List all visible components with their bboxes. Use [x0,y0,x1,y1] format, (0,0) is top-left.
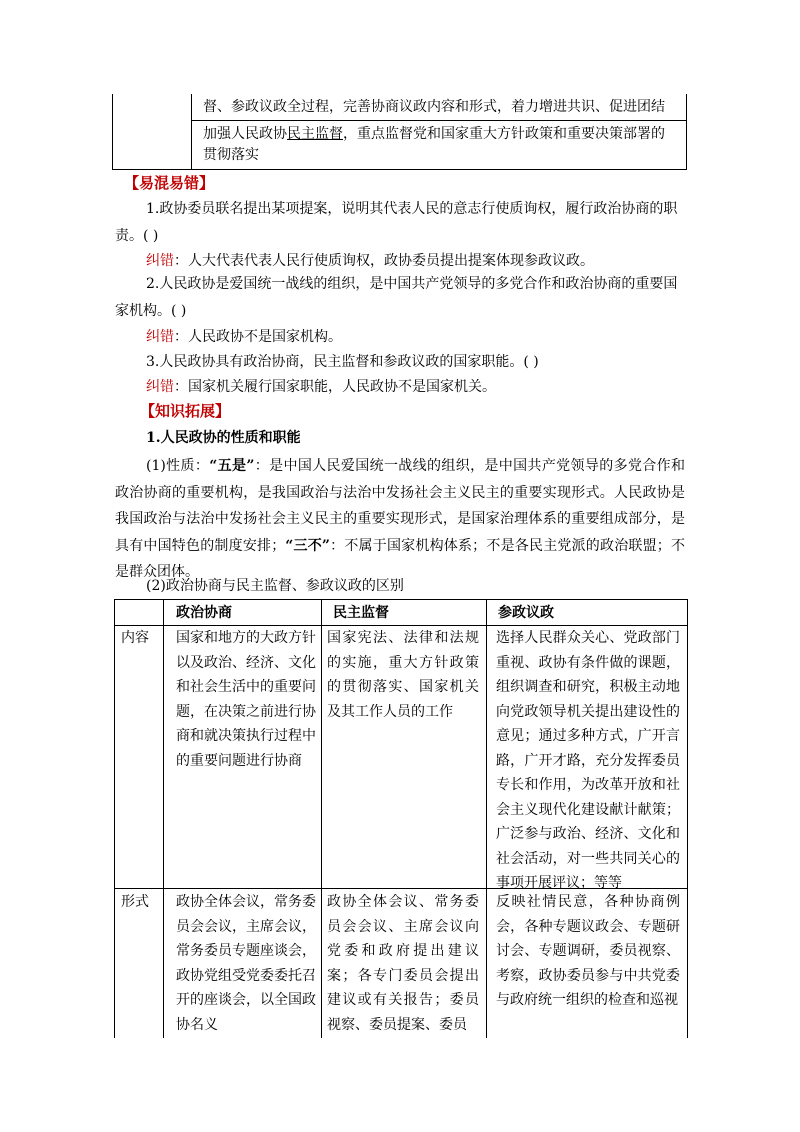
col-divider [163,600,164,1038]
para-prefix: (1)性质： [146,458,210,474]
wushi-term: “五是” [209,458,255,474]
top-table-row1: 督、参政议政全过程，完善协商议政内容和形式，着力增进共识、促进团结 [203,99,665,115]
correction-text: ：人大代表代表人民行使质询权，政协委员提出提案体现参政议政。 [174,253,594,269]
top-table-row2 [203,124,673,166]
cell-form-participation: 反映社情民意，各种协商例会，各种专题议政会、专题研讨会、专题调研，委员视察、考察，政协委员参与中共党委与政府统一组织的检查和巡视 [496,894,680,1008]
header-participation: 参政议政 [498,605,554,621]
correction-label: 纠错 [146,253,174,269]
confusion-item-3: 3.人民政协具有政治协商，民主监督和参政议政的国家职能。( ) [146,354,539,370]
subheading-difference: (2)政治协商与民主监督、参政议政的区别 [146,578,404,594]
confusion-correction-3 [146,374,686,401]
nature-paragraph [115,453,685,586]
col-divider [321,600,322,1038]
para-mid: ：是中国人民爱国统一战线的组织，是中国共产党领导的多党合作和政治协商的重要机构，是我国政治与法治中发扬社会主义民主的重要实现形式。人民政协是我国政治与法治中发扬社会主义民主的重要实现形式，是国家治理体系的重要组成部分，是具有中国特色的制度安排； [115,458,685,554]
col-divider [486,600,487,1038]
top-table-divider [191,94,192,169]
top-table [112,94,687,170]
correction-text: ：人民政协不是国家机构。 [174,329,342,345]
cell-content-supervision: 国家宪法、法律和法规的实施，重大方针政策的贯彻落实、国家机关及其工作人员的工作 [327,630,479,720]
section-heading-confusion: 【易混易错】 [124,174,215,192]
row-label-content: 内容 [121,630,149,646]
confusion-item-2: 2.人民政协是爱国统一战线的组织，是中国共产党领导的多党合作和政治协商的重要国家机构。( ) [115,276,678,319]
subheading-nature: 1.人民政协的性质和职能 [146,430,301,446]
row2-suffix: ，重点监督党和国家重大方针政策和重要决策部署的贯彻落实 [203,126,665,163]
cell-form-supervision: 政协全体会议、常务委员会会议、主席会议向党委和政府提出建议案；各专门委员会提出建议或有关报告；委员视察、委员提案、委员 [327,894,479,1033]
sanbu-term: “三不” [285,537,330,554]
top-table-row-divider [191,120,686,121]
cell-content-participation: 选择人民群众关心、党政部门重视、政协有条件做的课题，组织调查和研究，积极主动地向党政领导机关提出建设性的意见；通过多种方式，广开言路，广开才路，充分发挥委员专长和作用，为改革开放和社会主义现代化建设献计献策；广泛参与政治、经济、文化和社会活动，对一些共同关心的事项开展评议；等等 [496,630,680,891]
header-political-consultation: 政治协商 [176,605,232,621]
correction-label: 纠错 [146,329,174,345]
cell-content-consultation: 国家和地方的大政方针以及政治、经济、文化和社会生活中的重要问题，在决策之前进行协商和就决策执行过程中的重要问题进行协商 [176,630,316,769]
row2-prefix: 加强人民政协 [203,126,287,142]
row2-underlined: 民主监督 [287,126,343,142]
confusion-item-1: 1.政协委员联名提出某项提案，说明其代表人民的意志行使质询权，履行政治协商的职责。( ) [115,201,678,244]
para-end: ：不属于国家机构体系；不是各民主党派的政治联盟；不是群众团体。 [115,537,686,580]
confusion-correction-2 [146,324,686,351]
correction-text: ：国家机关履行国家职能，人民政协不是国家机关。 [174,379,496,395]
cell-form-consultation: 政协全体会议，常务委员会会议，主席会议，常务委员专题座谈会，政协党组受党委委托召开的座谈会，以全国政协名义 [176,894,316,1033]
section-heading-expand: 【知识拓展】 [140,402,231,420]
comparison-table [114,599,688,1038]
row-label-form: 形式 [121,894,149,910]
correction-label: 纠错 [146,379,174,395]
header-democratic-supervision: 民主监督 [333,605,389,621]
